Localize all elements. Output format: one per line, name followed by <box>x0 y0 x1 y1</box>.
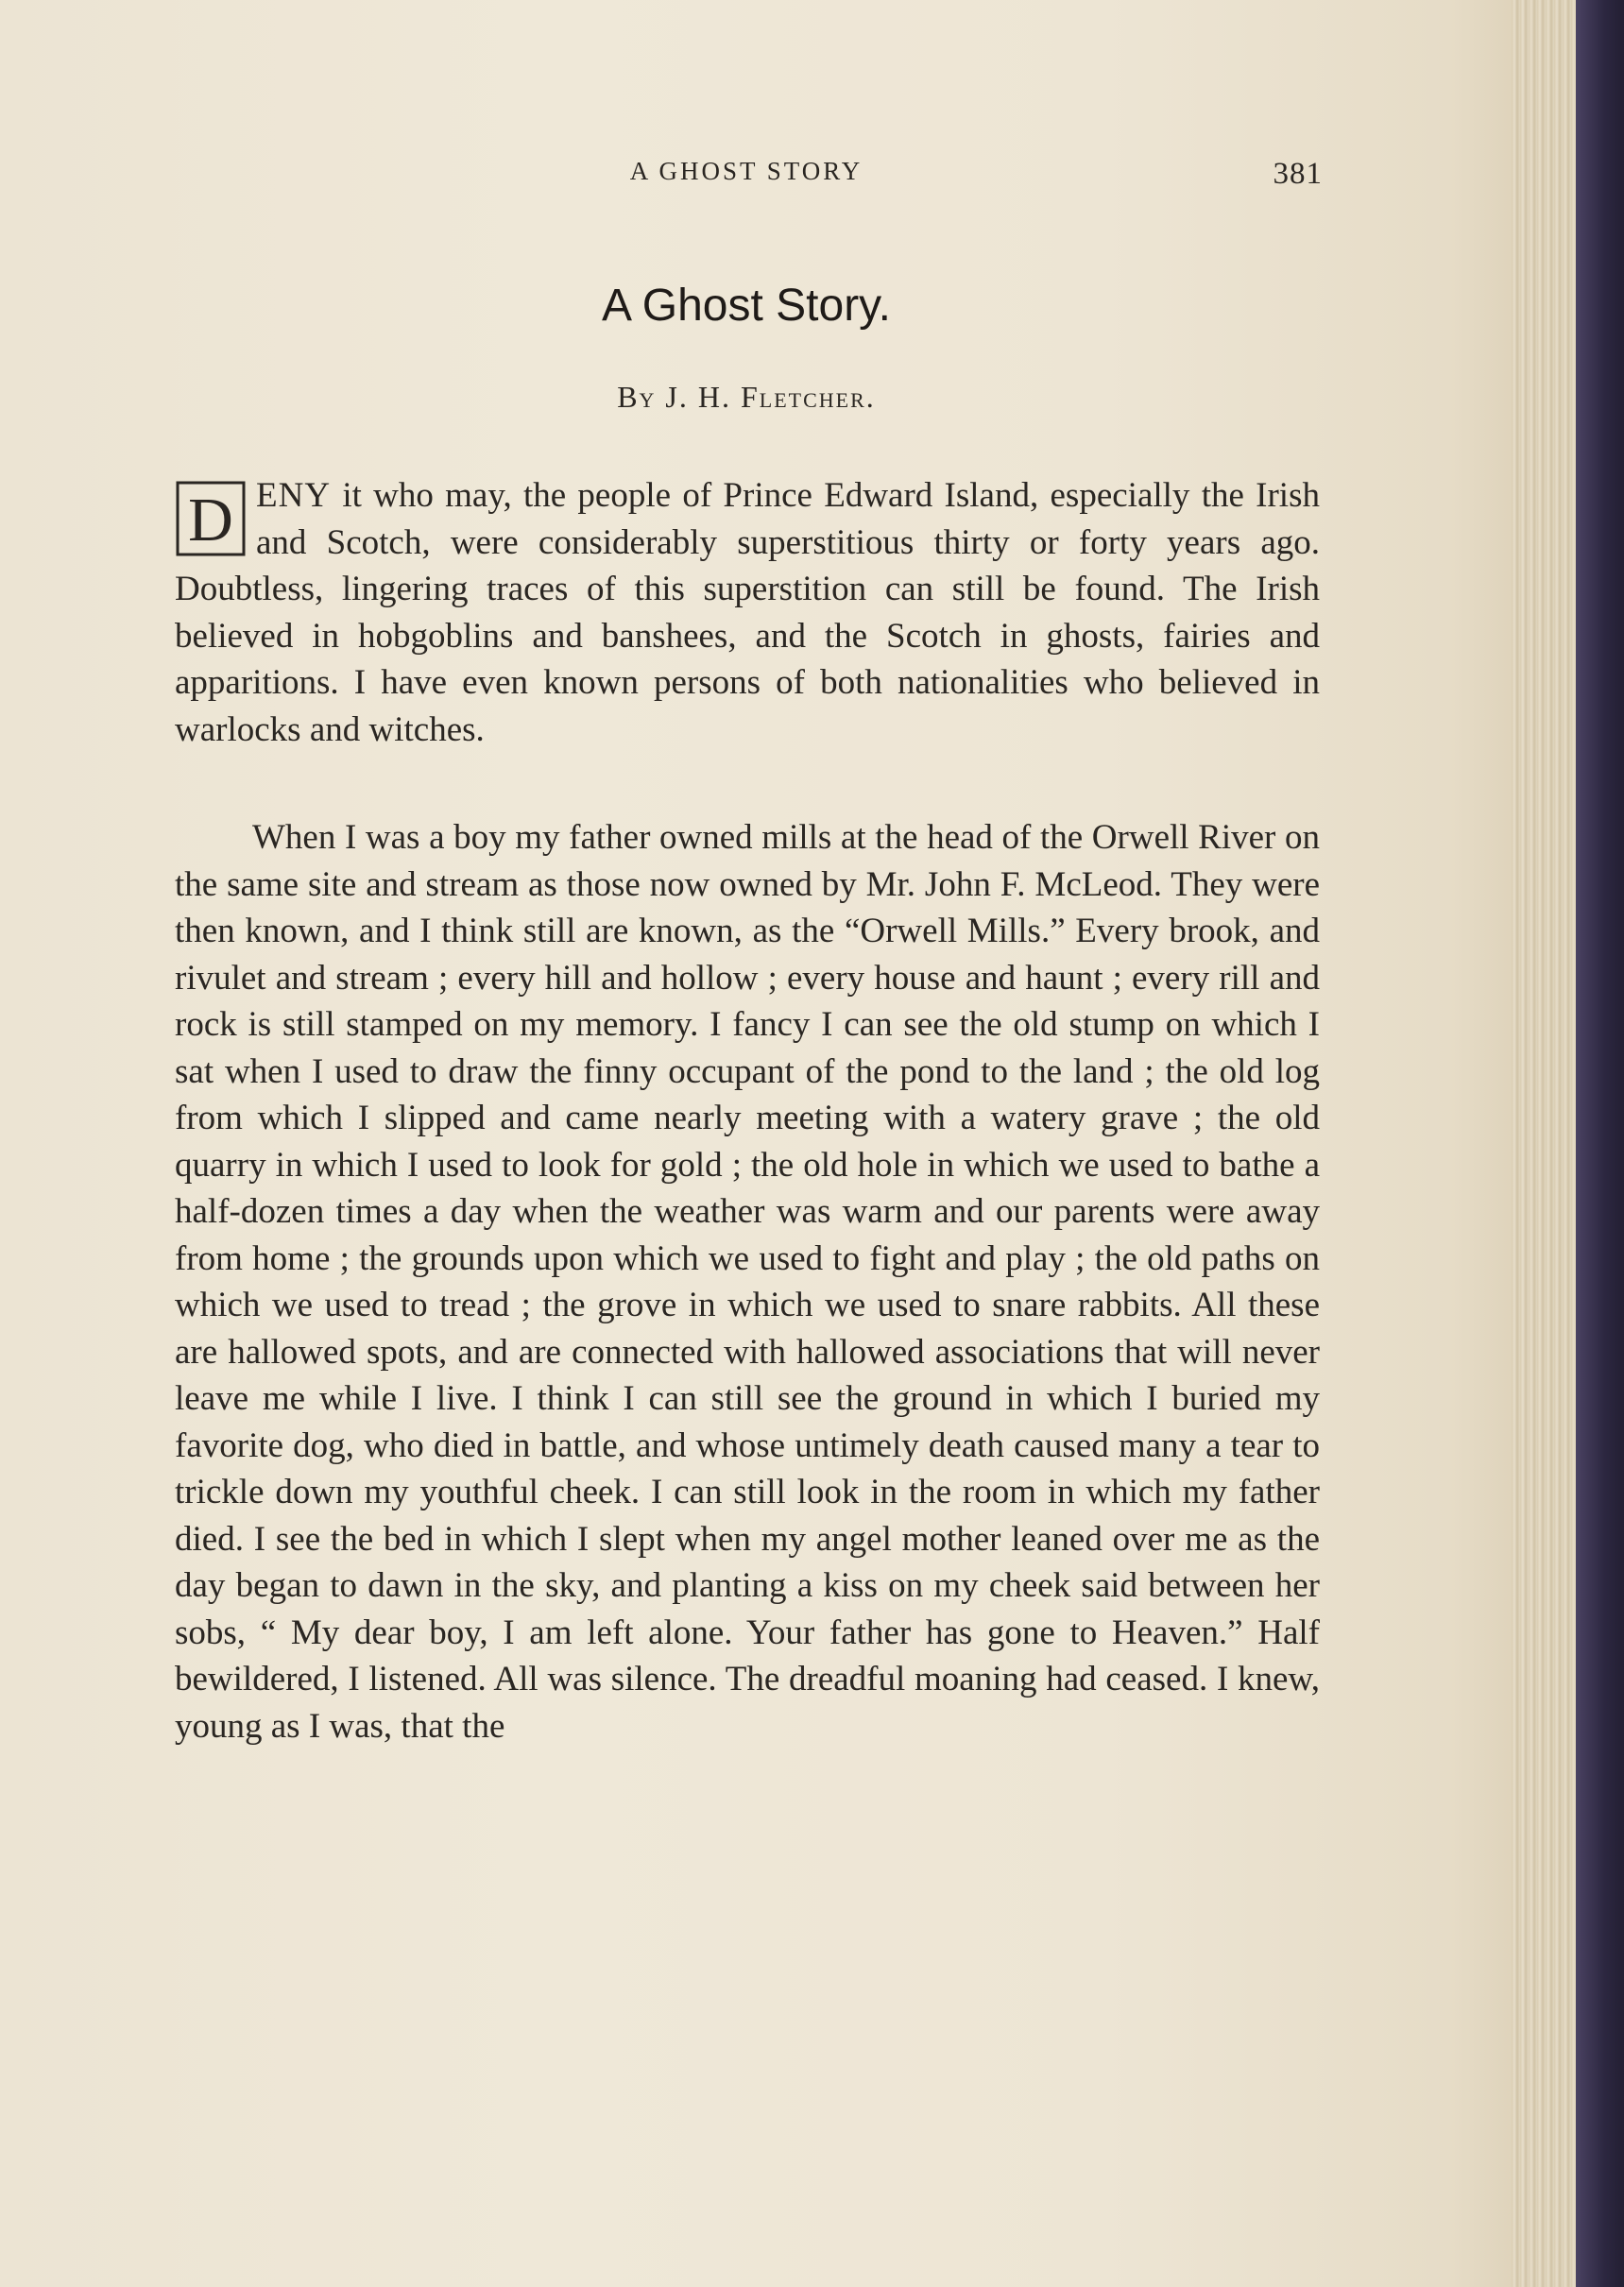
paragraph-1 <box>175 472 1320 753</box>
page-edge <box>1512 0 1576 2287</box>
article-title: A Ghost Story. <box>602 281 891 331</box>
dropcap-letter: D <box>188 486 233 555</box>
page-number: 381 <box>1273 157 1323 191</box>
dropcap-ornament-icon <box>175 480 247 557</box>
paragraph-2: When I was a boy my father owned mills at the head of the Orwell River on the same site and stream as those now owned by Mr. John F. McLeod. They were then known, and I think still are known, as the “Orwell Mills.” Every brook, and rivulet and stream ; every hill and hollow ; every house and haunt ; every rill and rock is still stamped on my memory. I fancy I can see the old stump on which I sat when I used to draw the finny occupant of the pond to the land ; the old log from which I slipped and came nearly meeting with a watery grave ; the old quarry in which I used to look for gold ; the old hole in which we used to bathe a half-dozen times a day when the weather was warm and our parents were away from home ; the grounds upon which we used to fight and play ; the old paths on which we used to tread ; the grove in which we used to snare rabbits. All these are hallowed spots, and are connected with hallowed associations that will never leave me while I live. I think I can still see the ground in which I buried my favorite dog, who died in battle, and whose untimely death caused many a tear to trickle down my youthful cheek. I can still look in the room in which my father died. I see the bed in which I slept when my angel mother leaned over me as the day began to dawn in the sky, and planting a kiss on my cheek said between her sobs, “ My dear boy, I am left alone. Your father has gone to Heaven.” Half bewildered, I listened. All was silence. The dreadful moaning had ceased. I knew, young as I was, that the <box>175 818 1320 1746</box>
running-head-title: A GHOST STORY <box>629 157 863 185</box>
first-word: ENY <box>256 476 332 515</box>
running-head <box>170 157 1323 195</box>
book-binding <box>1576 0 1624 2287</box>
dropcap <box>175 480 247 557</box>
paragraph-1-text: it who may, the people of Prince Edward Island, especially the Irish and Scotch, were considerably superstitious thirty or forty years ago. Doubtless, lingering traces of this superstition can still be found. The Irish believed in hobgoblins and banshees, and the Scotch in ghosts, fairies and apparitions. I have even known persons of both nationalities who believed in warlocks and witches. <box>175 476 1320 749</box>
article-byline: By J. H. Fletcher. <box>617 380 876 414</box>
